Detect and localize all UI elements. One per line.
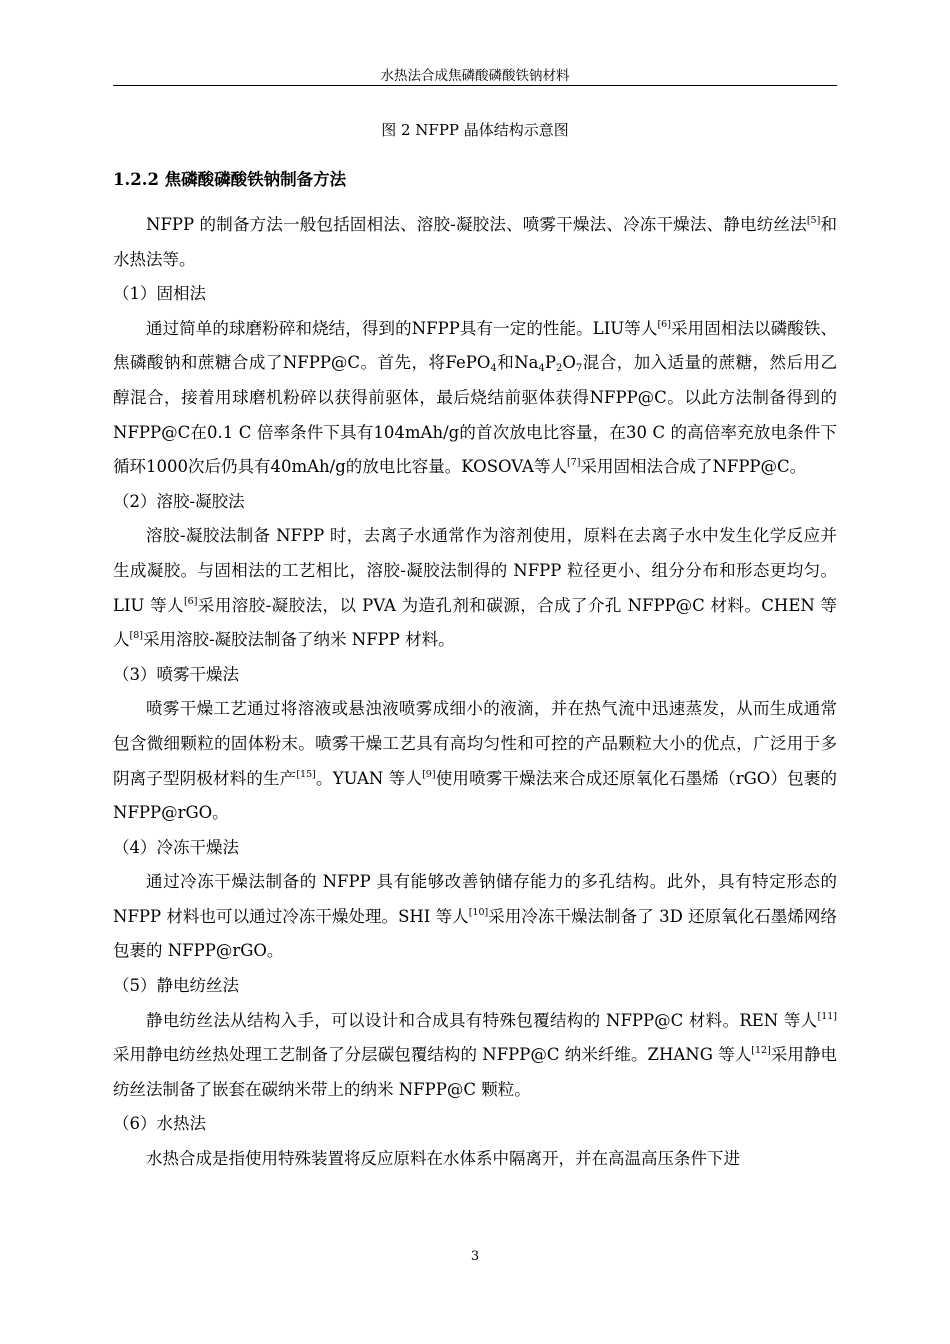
citation[interactable]: [5]: [806, 215, 821, 226]
citation[interactable]: [6]: [657, 318, 671, 330]
freeze-drying-paragraph: 通过冷冻干燥法制备的 NFPP 具有能够改善钠储存能力的多孔结构。此外，具有特定形态的 NFPP 材料也可以通过冷冻干燥处理。SHI 等人[10]采用冷冻干燥法制备了 3D 还原氧化石墨烯网络包裹的 NFPP@rGO。: [113, 872, 837, 961]
citation[interactable]: [6]: [183, 595, 198, 607]
method-heading-solid-phase: （1）固相法: [113, 284, 206, 304]
citation[interactable]: [12]: [751, 1045, 771, 1057]
section-title: 1.2.2 焦磷酸磷酸铁钠制备方法: [113, 170, 347, 189]
main-content: [113, 208, 837, 1177]
citation[interactable]: [15]: [296, 768, 316, 780]
method-heading-sol-gel: （2）溶胶-凝胶法: [113, 491, 245, 511]
header-rule: [113, 85, 837, 86]
method-heading-spray-drying: （3）喷雾干燥法: [113, 664, 239, 684]
method-heading-electrospinning: （5）静电纺丝法: [113, 976, 239, 996]
hydrothermal-paragraph: 水热合成是指使用特殊装置将反应原料在水体系中隔离开，并在高温高压条件下进: [146, 1149, 740, 1169]
citation[interactable]: [10]: [468, 906, 489, 918]
sol-gel-paragraph: 溶胶-凝胶法制备 NFPP 时，去离子水通常作为溶剂使用，原料在去离子水中发生化学反应并生成凝胶。与固相法的工艺相比，溶胶-凝胶法制得的 NFPP 粒径更小、组分分布和形态更均匀。LIU 等人[6]采用溶胶-凝胶法，以 PVA 为造孔剂和碳源，合成了介孔 NFPP@C 材料。CHEN 等人[8]采用溶胶-凝胶法制备了纳米 NFPP 材料。: [113, 526, 837, 650]
solid-phase-paragraph: 通过简单的球磨粉碎和烧结，得到的NFPP具有一定的性能。LIU等人[6]采用固相法以磷酸铁、焦磷酸钠和蔗糖合成了NFPP@C。首先，将FePO$_4$和$Na_4P_2O_7$混合，加入适量的蔗糖，然后用乙醇混合，接着用球磨机粉碎以获得前驱体，最后烧结前驱体获得NFPP@C。以此方法制备得到的NFPP@C在0.1 C 倍率条件下具有104mAh/g的首次放电比容量，在30 C 的高倍率充放电条件下循环1000次后仍具有40mAh/g的放电比容量。KOSOVA等人[7]采用固相法合成了NFPP@C。: [113, 318, 838, 477]
citation[interactable]: [11]: [817, 1010, 837, 1022]
running-header: 水热法合成焦磷酸磷酸铁钠材料: [380, 68, 570, 84]
citation[interactable]: [8]: [129, 630, 143, 642]
citation[interactable]: [7]: [566, 457, 581, 469]
electrospinning-paragraph: 静电纺丝法从结构入手，可以设计和合成具有特殊包覆结构的 NFPP@C 材料。REN 等人[11]采用静电纺丝热处理工艺制备了分层碳包覆结构的 NFPP@C 纳米纤维。ZHANG 等人[12]采用静电纺丝法制备了嵌套在碳纳米带上的纳米 NFPP@C 颗粒。: [113, 1010, 837, 1099]
method-heading-hydrothermal: （6）水热法: [113, 1114, 206, 1134]
intro-paragraph: NFPP 的制备方法一般包括固相法、溶胶-凝胶法、喷雾干燥法、冷冻干燥法、静电纺丝法[5]和水热法等。: [113, 215, 837, 269]
spray-drying-paragraph: 喷雾干燥工艺通过将溶液或悬浊液喷雾成细小的液滴，并在热气流中迅速蒸发，从而生成通常包含微细颗粒的固体粉末。喷雾干燥工艺具有高均匀性和可控的产品颗粒大小的优点，广泛用于多阴离子型阴极材料的生产[15]。YUAN 等人[9]使用喷雾干燥法来合成还原氧化石墨烯（rGO）包裹的 NFPP@rGO。: [113, 699, 838, 823]
method-heading-freeze-drying: （4）冷冻干燥法: [113, 837, 239, 857]
page-number: 3: [470, 1249, 480, 1264]
citation[interactable]: [9]: [422, 768, 436, 780]
figure-caption: 图 2 NFPP 晶体结构示意图: [381, 121, 569, 139]
